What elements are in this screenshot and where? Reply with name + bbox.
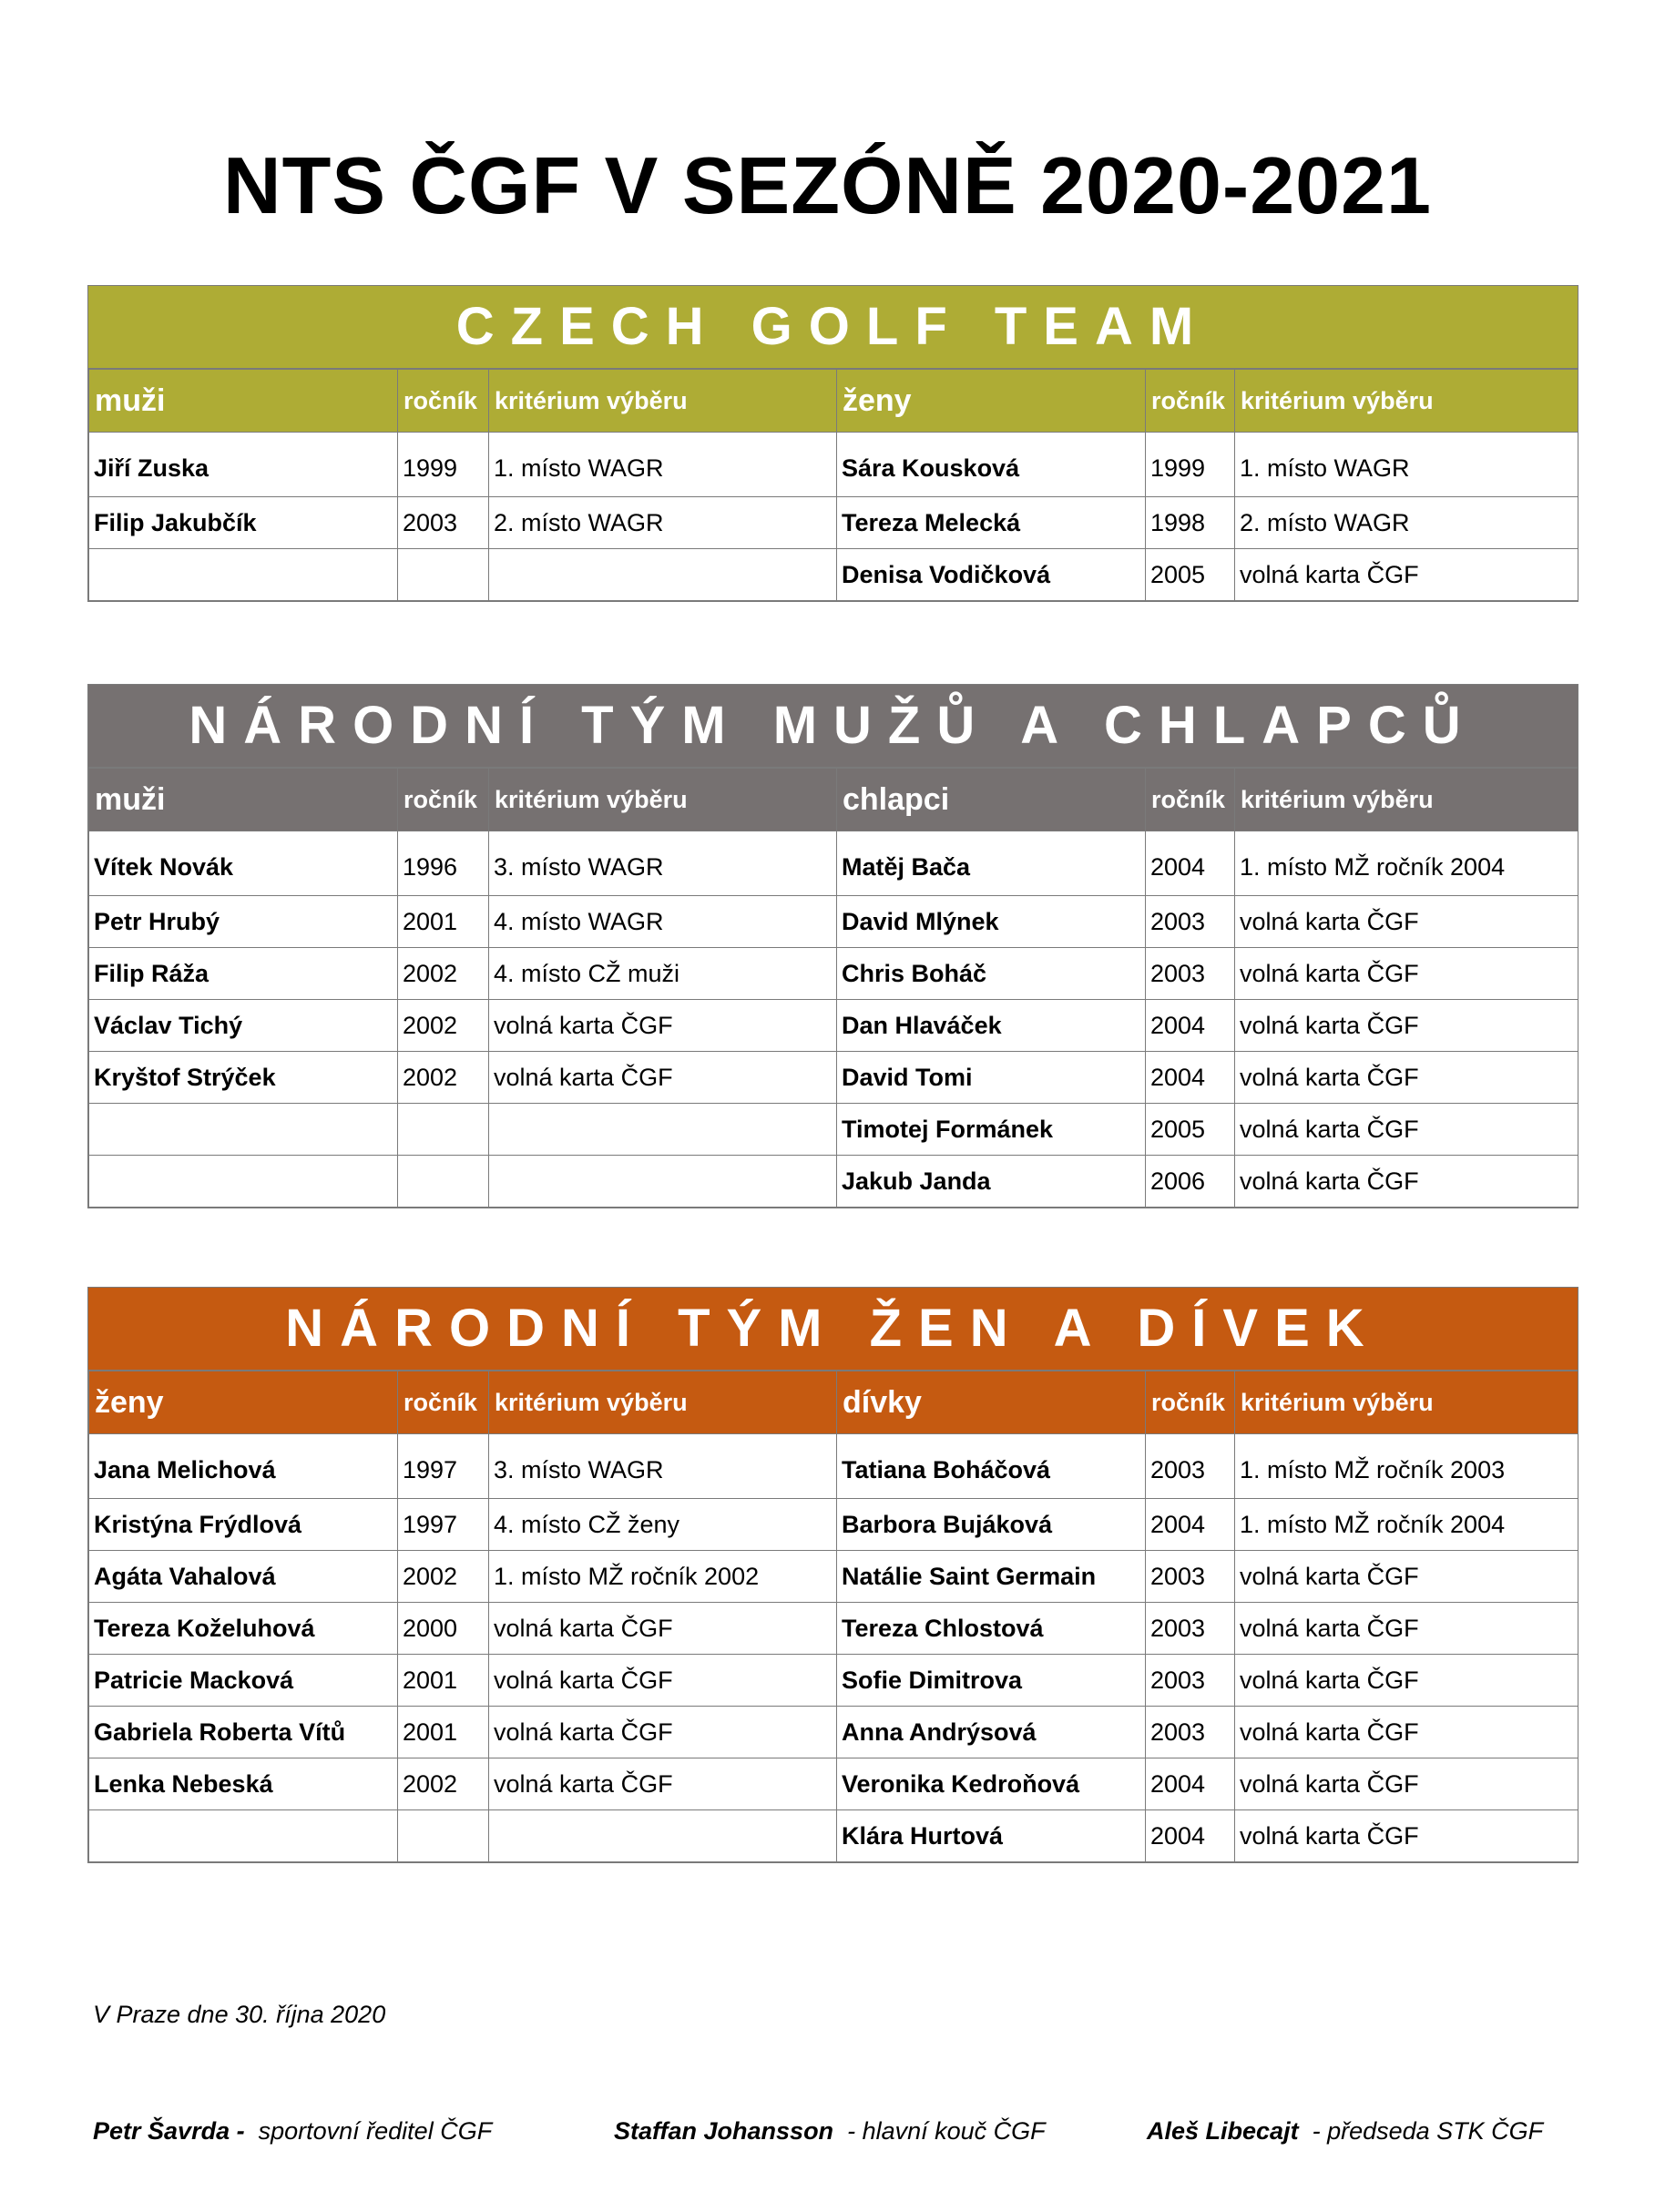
year-column-header: ročník	[1146, 370, 1235, 433]
table-row	[89, 1551, 1578, 1603]
table-row	[89, 1104, 1578, 1156]
team-title: NÁRODNÍ TÝM ŽEN A DÍVEK	[88, 1288, 1578, 1371]
player-name: Denisa Vodičková	[837, 549, 1146, 601]
selection-criterion: volná karta ČGF	[1235, 549, 1578, 601]
header-row	[89, 370, 1578, 433]
selection-criterion: 1. místo MŽ ročník 2003	[1235, 1434, 1578, 1499]
year-column-header: ročník	[1146, 769, 1235, 831]
selection-criterion: volná karta ČGF	[1235, 896, 1578, 948]
birth-year: 2004	[1146, 1810, 1235, 1862]
left-group-header: muži	[89, 370, 398, 433]
signature-name: Staffan Johansson	[614, 2117, 834, 2145]
birth-year: 2004	[1146, 1000, 1235, 1052]
criterion-column-header: kritérium výběru	[1235, 370, 1578, 433]
birth-year: 2003	[1146, 1655, 1235, 1707]
team-table-men-boys	[87, 684, 1578, 1208]
player-name: Natálie Saint Germain	[837, 1551, 1146, 1603]
player-name: Filip Jakubčík	[89, 497, 398, 549]
birth-year: 2001	[398, 1707, 489, 1758]
player-name: Kryštof Strýček	[89, 1052, 398, 1104]
player-name: Filip Ráža	[89, 948, 398, 1000]
birth-year: 2002	[398, 1052, 489, 1104]
player-name: Veronika Kedroňová	[837, 1758, 1146, 1810]
selection-criterion: volná karta ČGF	[1235, 1603, 1578, 1655]
selection-criterion: volná karta ČGF	[1235, 1758, 1578, 1810]
year-column-header: ročník	[398, 1371, 489, 1434]
table-row	[89, 1758, 1578, 1810]
birth-year: 1998	[1146, 497, 1235, 549]
birth-year: 2003	[1146, 948, 1235, 1000]
birth-year: 2002	[398, 948, 489, 1000]
right-group-header: ženy	[837, 370, 1146, 433]
birth-year: 2003	[1146, 1434, 1235, 1499]
selection-criterion: volná karta ČGF	[489, 1758, 837, 1810]
birth-year	[398, 549, 489, 601]
player-name: Kristýna Frýdlová	[89, 1499, 398, 1551]
table-row	[89, 497, 1578, 549]
player-name: Agáta Vahalová	[89, 1551, 398, 1603]
birth-year: 2006	[1146, 1156, 1235, 1208]
signature-name: Aleš Libecajt	[1147, 2117, 1299, 2145]
birth-year: 1997	[398, 1434, 489, 1499]
criterion-column-header: kritérium výběru	[1235, 1371, 1578, 1434]
criterion-column-header: kritérium výběru	[489, 769, 837, 831]
table-row	[89, 1000, 1578, 1052]
header-row	[89, 769, 1578, 831]
player-name: Jana Melichová	[89, 1434, 398, 1499]
player-name: Jakub Janda	[837, 1156, 1146, 1208]
birth-year	[398, 1104, 489, 1156]
selection-criterion: 1. místo MŽ ročník 2004	[1235, 1499, 1578, 1551]
player-name: David Tomi	[837, 1052, 1146, 1104]
criterion-column-header: kritérium výběru	[489, 1371, 837, 1434]
selection-criterion: volná karta ČGF	[489, 1052, 837, 1104]
player-name: Timotej Formánek	[837, 1104, 1146, 1156]
selection-criterion: volná karta ČGF	[1235, 1655, 1578, 1707]
birth-year	[398, 1810, 489, 1862]
selection-criterion: volná karta ČGF	[489, 1603, 837, 1655]
signature-role: - předseda STK ČGF	[1312, 2117, 1544, 2145]
criterion-column-header: kritérium výběru	[489, 370, 837, 433]
signature-3	[1147, 2117, 1543, 2146]
footer-date: V Praze dne 30. října 2020	[93, 2001, 386, 2028]
selection-criterion: volná karta ČGF	[1235, 1156, 1578, 1208]
player-name: Lenka Nebeská	[89, 1758, 398, 1810]
player-name: Tereza Melecká	[837, 497, 1146, 549]
selection-criterion: volná karta ČGF	[1235, 1104, 1578, 1156]
selection-criterion	[489, 1104, 837, 1156]
selection-criterion: volná karta ČGF	[1235, 1551, 1578, 1603]
table-row	[89, 433, 1578, 497]
player-name: Petr Hrubý	[89, 896, 398, 948]
player-name	[89, 1156, 398, 1208]
roster-table	[88, 1371, 1578, 1862]
player-name: Matěj Bača	[837, 831, 1146, 896]
birth-year: 2003	[1146, 1603, 1235, 1655]
table-row	[89, 948, 1578, 1000]
selection-criterion: 3. místo WAGR	[489, 831, 837, 896]
signature-role: - hlavní kouč ČGF	[847, 2117, 1046, 2145]
player-name: Dan Hlaváček	[837, 1000, 1146, 1052]
signature-name: Petr Šavrda -	[93, 2117, 245, 2145]
birth-year: 1997	[398, 1499, 489, 1551]
header-row	[89, 1371, 1578, 1434]
player-name: Vítek Novák	[89, 831, 398, 896]
birth-year: 2002	[398, 1551, 489, 1603]
roster-table	[88, 369, 1578, 601]
page-title: NTS ČGF V SEZÓNĚ 2020-2021	[223, 140, 1432, 230]
birth-year: 2004	[1146, 1499, 1235, 1551]
birth-year: 2002	[398, 1758, 489, 1810]
criterion-column-header: kritérium výběru	[1235, 769, 1578, 831]
player-name	[89, 1104, 398, 1156]
selection-criterion: 1. místo WAGR	[1235, 433, 1578, 497]
selection-criterion	[489, 549, 837, 601]
birth-year: 2003	[398, 497, 489, 549]
birth-year: 2002	[398, 1000, 489, 1052]
birth-year: 2003	[1146, 1551, 1235, 1603]
birth-year: 2004	[1146, 1052, 1235, 1104]
table-row	[89, 1655, 1578, 1707]
team-title: NÁRODNÍ TÝM MUŽŮ A CHLAPCŮ	[88, 685, 1578, 768]
team-title: CZECH GOLF TEAM	[88, 286, 1578, 369]
selection-criterion: volná karta ČGF	[1235, 948, 1578, 1000]
birth-year: 2000	[398, 1603, 489, 1655]
player-name: Patricie Macková	[89, 1655, 398, 1707]
year-column-header: ročník	[1146, 1371, 1235, 1434]
selection-criterion: 3. místo WAGR	[489, 1434, 837, 1499]
birth-year: 2001	[398, 896, 489, 948]
signature-role: sportovní ředitel ČGF	[258, 2117, 493, 2145]
roster-table	[88, 768, 1578, 1208]
birth-year: 2001	[398, 1655, 489, 1707]
birth-year	[398, 1156, 489, 1208]
player-name: Barbora Bujáková	[837, 1499, 1146, 1551]
team-table-women-girls	[87, 1287, 1578, 1863]
table-row	[89, 1707, 1578, 1758]
birth-year: 2005	[1146, 1104, 1235, 1156]
player-name	[89, 1810, 398, 1862]
player-name: Tereza Chlostová	[837, 1603, 1146, 1655]
year-column-header: ročník	[398, 370, 489, 433]
selection-criterion: volná karta ČGF	[1235, 1810, 1578, 1862]
selection-criterion: volná karta ČGF	[489, 1707, 837, 1758]
left-group-header: ženy	[89, 1371, 398, 1434]
player-name: Jiří Zuska	[89, 433, 398, 497]
birth-year: 1999	[1146, 433, 1235, 497]
player-name: Sofie Dimitrova	[837, 1655, 1146, 1707]
player-name: Gabriela Roberta Vítů	[89, 1707, 398, 1758]
selection-criterion: volná karta ČGF	[489, 1000, 837, 1052]
table-row	[89, 549, 1578, 601]
table-row	[89, 1434, 1578, 1499]
table-row	[89, 1810, 1578, 1862]
team-table-czech-golf-team	[87, 285, 1578, 602]
player-name: Anna Andrýsová	[837, 1707, 1146, 1758]
birth-year: 1999	[398, 433, 489, 497]
table-row	[89, 1052, 1578, 1104]
selection-criterion: volná karta ČGF	[489, 1655, 837, 1707]
birth-year: 1996	[398, 831, 489, 896]
selection-criterion: 4. místo CŽ ženy	[489, 1499, 837, 1551]
selection-criterion: 2. místo WAGR	[1235, 497, 1578, 549]
selection-criterion: 4. místo WAGR	[489, 896, 837, 948]
right-group-header: dívky	[837, 1371, 1146, 1434]
selection-criterion	[489, 1156, 837, 1208]
player-name: Chris Boháč	[837, 948, 1146, 1000]
player-name: Sára Kousková	[837, 433, 1146, 497]
selection-criterion: 1. místo MŽ ročník 2002	[489, 1551, 837, 1603]
selection-criterion: 2. místo WAGR	[489, 497, 837, 549]
signature-1	[93, 2117, 492, 2146]
right-group-header: chlapci	[837, 769, 1146, 831]
selection-criterion: volná karta ČGF	[1235, 1000, 1578, 1052]
signature-2	[614, 2117, 1046, 2146]
selection-criterion: 1. místo WAGR	[489, 433, 837, 497]
player-name: Klára Hurtová	[837, 1810, 1146, 1862]
player-name: Václav Tichý	[89, 1000, 398, 1052]
birth-year: 2003	[1146, 1707, 1235, 1758]
year-column-header: ročník	[398, 769, 489, 831]
birth-year: 2004	[1146, 831, 1235, 896]
birth-year: 2005	[1146, 549, 1235, 601]
table-row	[89, 1603, 1578, 1655]
selection-criterion: volná karta ČGF	[1235, 1052, 1578, 1104]
birth-year: 2004	[1146, 1758, 1235, 1810]
selection-criterion	[489, 1810, 837, 1862]
selection-criterion: 4. místo CŽ muži	[489, 948, 837, 1000]
player-name: David Mlýnek	[837, 896, 1146, 948]
selection-criterion: 1. místo MŽ ročník 2004	[1235, 831, 1578, 896]
table-row	[89, 1156, 1578, 1208]
birth-year: 2003	[1146, 896, 1235, 948]
table-row	[89, 831, 1578, 896]
table-row	[89, 1499, 1578, 1551]
selection-criterion: volná karta ČGF	[1235, 1707, 1578, 1758]
table-row	[89, 896, 1578, 948]
player-name: Tatiana Boháčová	[837, 1434, 1146, 1499]
player-name: Tereza Koželuhová	[89, 1603, 398, 1655]
player-name	[89, 549, 398, 601]
left-group-header: muži	[89, 769, 398, 831]
